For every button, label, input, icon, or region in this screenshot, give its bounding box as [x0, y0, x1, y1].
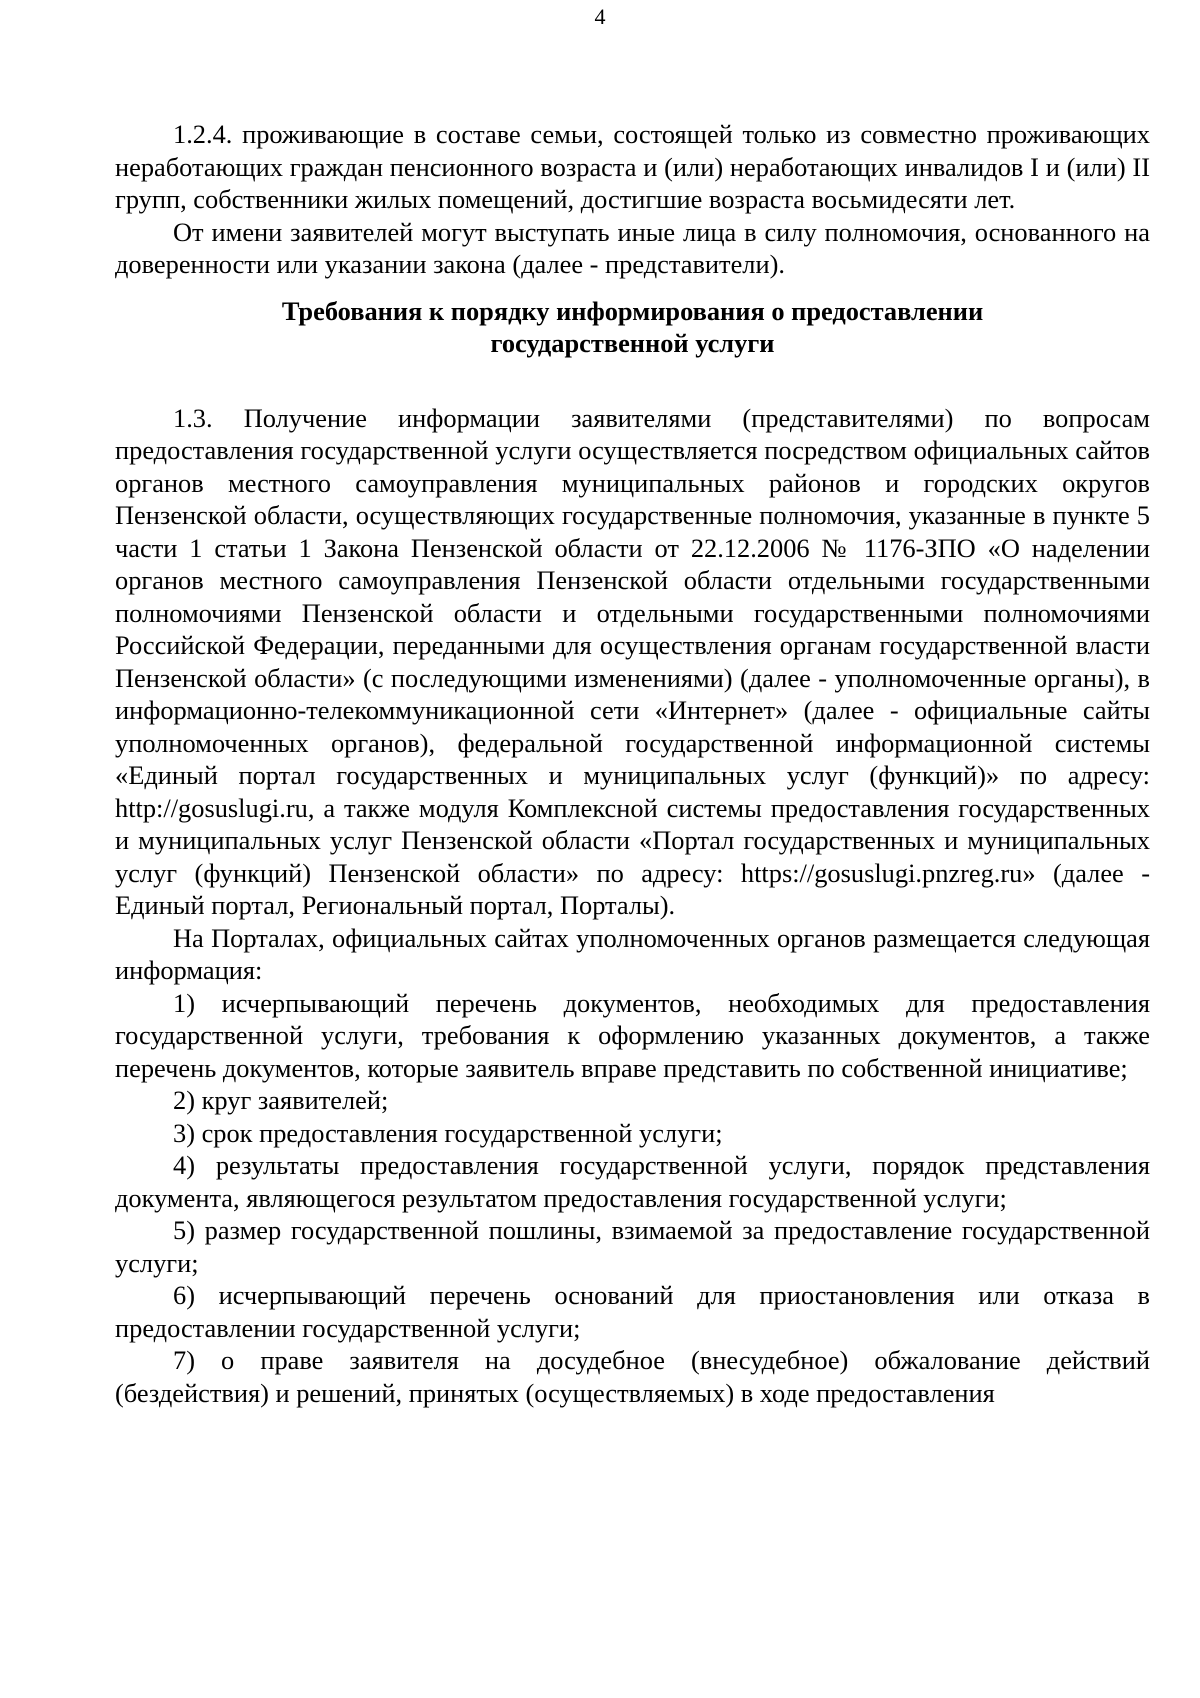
list-item-6: 6) исчерпывающий перечень оснований для приостановления или отказа в предоставлении государственной услуги;	[115, 1280, 1150, 1343]
list-item-5: 5) размер государственной пошлины, взимаемой за предоставление государственной услуги;	[115, 1215, 1150, 1278]
document-body	[115, 118, 1150, 1409]
paragraph-1-2-4: 1.2.4. проживающие в составе семьи, состоящей только из совместно проживающих неработающих граждан пенсионного возраста и (или) неработающих инвалидов I и (или) II групп, собственники жилых помещений, достигшие возраста восьмидесяти лет.	[115, 119, 1150, 214]
list-item-1: 1) исчерпывающий перечень документов, необходимых для предоставления государственной услуги, требования к оформлению указанных документов, а также перечень документов, которые заявитель вправе представить по собственной инициативе;	[115, 987, 1150, 1083]
section-heading-line-2: государственной услуги	[490, 328, 775, 358]
list-item-4: 4) результаты предоставления государственной услуги, порядок представления документа, являющегося результатом предоставления государственной услуги;	[115, 1150, 1150, 1213]
section-heading	[115, 281, 1150, 360]
paragraph-portal-info: На Порталах, официальных сайтах уполномоченных органов размещается следующая информация:	[115, 922, 1150, 985]
page-number: 4	[594, 4, 606, 29]
paragraph-representatives: От имени заявителей могут выступать иные лица в силу полномочия, основанного на доверенности или указании закона (далее - представители).	[115, 216, 1150, 279]
list-item-3: 3) срок предоставления государственной услуги;	[173, 1117, 723, 1148]
list-item-2: 2) круг заявителей;	[173, 1085, 389, 1115]
spacer	[115, 360, 1150, 402]
paragraph-1-3: 1.3. Получение информации заявителями (представителями) по вопросам предоставления государственной услуги осуществляется посредством официальных сайтов органов местного самоуправления муниципальных районов и городских округов Пензенской области, осуществляющих государственные полномочия, указанные в пункте 5 части 1 статьи 1 Закона Пензенской области от 22.12.2006 № 1176-ЗПО «О наделении органов местного самоуправления Пензенской области отдельными государственными полномочиями Пензенской области и отдельными государственными полномочиями Российской Федерации, переданными для осуществления органам государственной власти Пензенской области» (с последующими изменениями) (далее - уполномоченные органы), в информационно-телекоммуникационной сети «Интернет» (далее - официальные сайты уполномоченных органов), федеральной государственной информационной системы «Единый портал государственных и муниципальных услуг (функций)» по адресу: http://gosuslugi.ru, а также модуля Комплексной системы предоставления государственных и муниципальных услуг Пензенской области «Портал государственных и муниципальных услуг (функций) Пензенской области» по адресу: https://gosuslugi.pnzreg.ru» (далее - Единый портал, Региональный портал, Порталы).	[115, 402, 1150, 920]
list-item-7: 7) о праве заявителя на досудебное (внесудебное) обжалование действий (бездействия) и решений, принятых (осуществляемых) в ходе предоставления	[115, 1345, 1150, 1408]
section-heading-line-1: Требования к порядку информирования о предоставлении	[281, 295, 984, 326]
